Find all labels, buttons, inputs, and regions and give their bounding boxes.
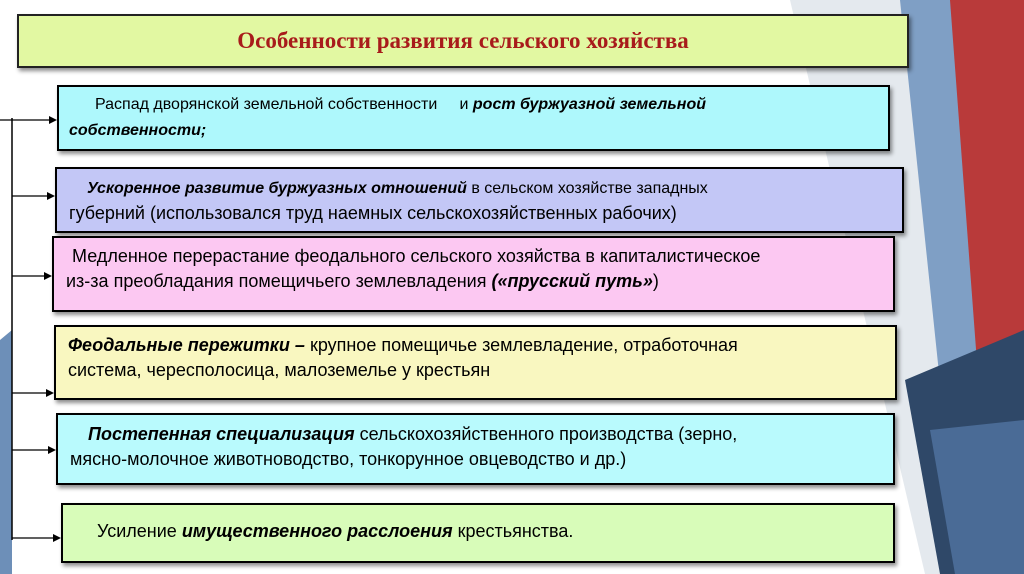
item-3-text: Медленное перерастание феодального сельского хозяйства в капиталистическое — [72, 246, 761, 266]
arrowhead-5 — [48, 446, 56, 454]
item-4-text-cont: система, чересполосица, малоземелье у крестьян — [68, 360, 491, 380]
item-2-text-cont: губерний (использовался труд наемных сельскохозяйственных рабочих) — [69, 203, 677, 223]
item-box-4 — [54, 325, 897, 400]
item-1-line-1 — [69, 92, 878, 118]
item-2-emphasis: Ускоренное развитие буржуазных отношений — [87, 180, 467, 197]
item-3-line-1 — [66, 244, 881, 269]
arrowhead-3 — [44, 272, 52, 280]
item-4-emphasis: Феодальные пережитки – — [68, 335, 305, 355]
item-4-line-2 — [68, 358, 883, 383]
item-6-line-1 — [97, 519, 881, 544]
item-4-text: крупное помещичье землевладение, отработочная — [304, 335, 738, 355]
item-3-line-2 — [66, 269, 881, 294]
item-4-line-1 — [68, 333, 883, 358]
arrowhead-6 — [53, 534, 61, 542]
arrowhead-2 — [47, 192, 55, 200]
item-6-emphasis: имущественного расслоения — [181, 521, 453, 541]
item-5-text: сельскохозяйственного производства (зерно, — [354, 424, 738, 444]
item-box-2 — [55, 167, 904, 233]
item-6-text-end: крестьянства. — [452, 521, 574, 541]
item-5-line-2 — [70, 447, 881, 472]
item-5-line-1 — [70, 422, 881, 447]
item-1-emphasis-cont: собственности; — [69, 122, 207, 139]
page-title: Особенности развития сельского хозяйства — [237, 28, 689, 53]
item-box-6 — [61, 503, 895, 563]
item-2-line-2 — [69, 201, 890, 226]
item-5-emphasis: Постепенная специализация — [88, 424, 355, 444]
item-1-emphasis: рост буржуазной земельной — [472, 96, 707, 113]
item-2-line-1 — [69, 175, 890, 201]
item-3-text-end: ) — [652, 271, 659, 291]
item-2-text: в сельском хозяйстве западных — [466, 180, 708, 197]
item-5-text-cont: мясно-молочное животноводство, тонкорунное овцеводство и др.) — [70, 449, 627, 469]
arrowhead-4 — [46, 389, 54, 397]
item-box-3 — [52, 236, 895, 312]
item-1-line-2 — [69, 118, 878, 144]
item-box-1 — [57, 85, 890, 151]
arrowhead-1 — [49, 116, 57, 124]
decor-left-strip — [0, 330, 12, 574]
item-3-text-cont: из-за преобладания помещичьего землевладения — [66, 271, 492, 291]
item-3-emphasis: («прусский путь» — [491, 271, 653, 291]
title-box — [17, 14, 909, 68]
item-6-text: Усиление — [97, 521, 182, 541]
item-box-5 — [56, 413, 895, 485]
item-1-text: Распад дворянской земельной собственности и — [95, 96, 473, 113]
